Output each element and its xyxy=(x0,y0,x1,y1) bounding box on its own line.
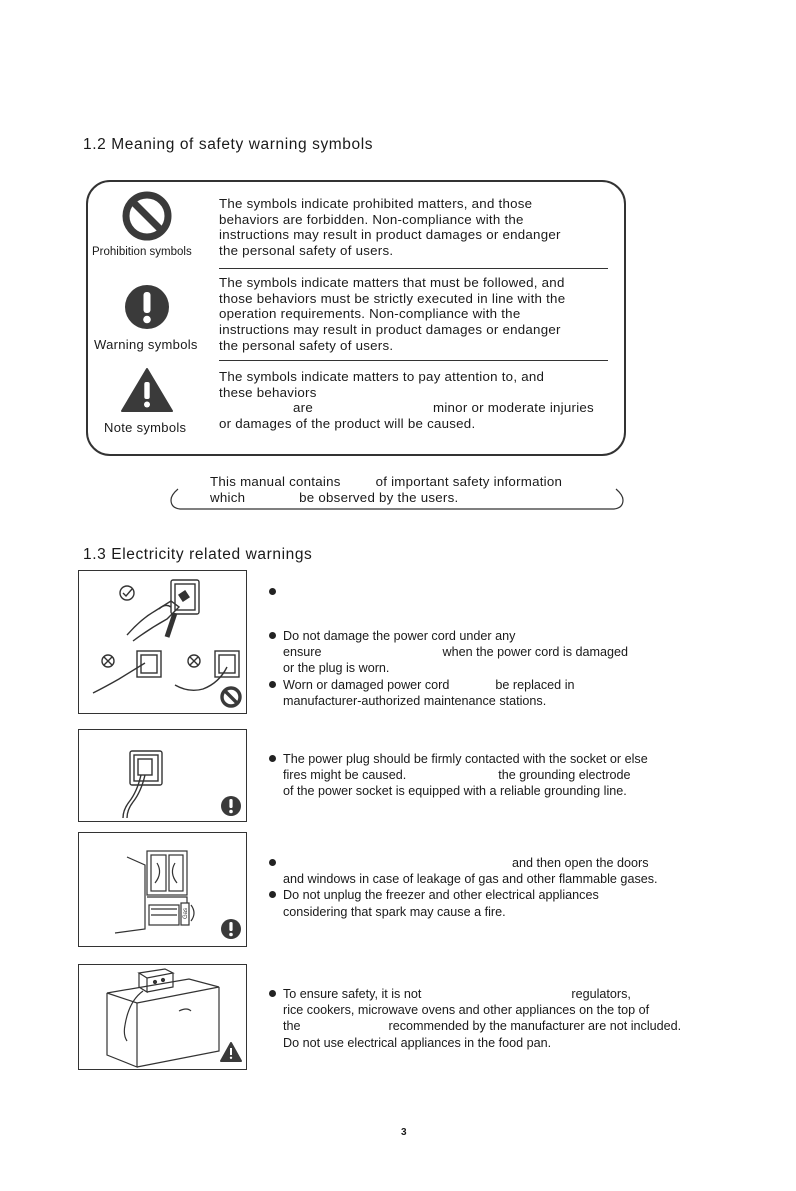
gas-label: Gas xyxy=(183,907,189,919)
power-cord-illustration xyxy=(79,571,246,713)
bullet-text: fires might be caused. xyxy=(283,768,407,783)
bullet-text: Do not unplug the freezer and other electrical appliances xyxy=(283,888,599,903)
manual-note-fragment: of important safety information xyxy=(375,474,563,489)
warning-symbols-label: Warning symbols xyxy=(94,337,198,352)
note-line xyxy=(219,400,594,416)
illustration-power-cord xyxy=(78,570,247,714)
note-line: these behaviors xyxy=(219,384,317,400)
bullet-text: the grounding electrode xyxy=(498,768,631,783)
warning-line: the personal safety of users. xyxy=(219,337,394,353)
section-1-3-heading: 1.3 Electricity related warnings xyxy=(83,546,313,563)
bullet-text: or the plug is worn. xyxy=(283,661,390,676)
illustration-freezer-appliances xyxy=(78,964,247,1070)
manual-note-fragment: be observed by the users. xyxy=(299,490,459,505)
bullet-text: recommended by the manufacturer are not included. xyxy=(388,1019,682,1034)
warning-line: those behaviors must be strictly executed in line with the xyxy=(219,290,566,306)
prohibition-symbols-label: Prohibition symbols xyxy=(92,246,192,258)
prohibition-line: The symbols indicate prohibited matters, and those xyxy=(219,196,533,211)
gas-leak-illustration xyxy=(79,833,246,946)
manual-note-fragment: which xyxy=(210,490,246,505)
freezer-illustration xyxy=(79,965,246,1069)
warning-line: The symbols indicate matters that must be followed, and xyxy=(219,275,565,290)
warning-line: instructions may result in product damages or endanger xyxy=(219,322,561,338)
bullet-text: Do not damage the power cord under any xyxy=(283,629,516,643)
note-symbols-label: Note symbols xyxy=(104,420,187,435)
note-fragment: are xyxy=(293,400,313,416)
bullet-text: ensure xyxy=(283,645,322,660)
prohibition-icon xyxy=(222,688,240,706)
bullet-text: be replaced in xyxy=(495,677,575,692)
bullet-text: and then open the doors xyxy=(512,856,649,870)
illustration-gas-leak xyxy=(78,832,247,947)
manual-note-fragment: This manual contains xyxy=(210,474,341,489)
note-line: The symbols indicate matters to pay attention to, and xyxy=(219,369,545,384)
prohibition-description xyxy=(219,196,561,259)
prohibition-line: instructions may result in product damages or endanger xyxy=(219,227,561,243)
illustration-power-plug xyxy=(78,729,247,822)
bullet-text: Do not use electrical appliances in the food pan. xyxy=(283,1035,552,1050)
bullet-text: Worn or damaged power cord xyxy=(283,677,450,692)
power-plug-illustration xyxy=(79,730,246,821)
bullet-text: of the power socket is equipped with a reliable grounding line. xyxy=(283,784,627,799)
note-fragment: minor or moderate injuries xyxy=(433,400,594,416)
bullet-text: when the power cord is damaged xyxy=(442,645,629,660)
warning-triangle-icon xyxy=(221,1043,241,1061)
bullet-text: The power plug should be firmly contacted with the socket or else xyxy=(283,752,648,766)
note-description xyxy=(219,369,594,432)
bullet-text: To ensure safety, it is not xyxy=(283,987,422,1001)
page-number: 3 xyxy=(401,1127,407,1138)
note-line: or damages of the product will be caused. xyxy=(219,416,476,432)
bullet-text: the xyxy=(283,1019,301,1034)
prohibition-line: behaviors are forbidden. Non-compliance with the xyxy=(219,211,524,227)
bullet-text: considering that spark may cause a fire. xyxy=(283,904,506,919)
block1-bullet-1 xyxy=(269,584,283,600)
bullet-text: regulators, xyxy=(571,987,631,1001)
warning-triangle-icon xyxy=(120,367,174,413)
exclamation-icon xyxy=(124,284,170,330)
bullet-text: and windows in case of leakage of gas and other flammable gases. xyxy=(283,872,658,887)
divider xyxy=(219,268,608,269)
exclamation-icon xyxy=(221,796,241,816)
section-1-2-heading: 1.2 Meaning of safety warning symbols xyxy=(83,136,374,153)
block2-bullet xyxy=(269,751,648,800)
manual-note-line-2 xyxy=(210,490,458,506)
exclamation-icon xyxy=(221,919,241,939)
divider xyxy=(219,360,608,361)
prohibition-line: the personal safety of users. xyxy=(219,243,394,259)
block1-bullet-2 xyxy=(269,628,628,709)
warning-description xyxy=(219,275,565,354)
manual-note-line-1 xyxy=(210,474,562,490)
prohibition-icon xyxy=(122,191,172,241)
warning-line: operation requirements. Non-compliance with the xyxy=(219,306,521,322)
bullet-text: manufacturer-authorized maintenance stations. xyxy=(283,693,547,708)
block4-bullet xyxy=(269,986,681,1051)
block3-bullets xyxy=(269,855,658,920)
bullet-text: rice cookers, microwave ovens and other appliances on the top of xyxy=(283,1003,650,1018)
